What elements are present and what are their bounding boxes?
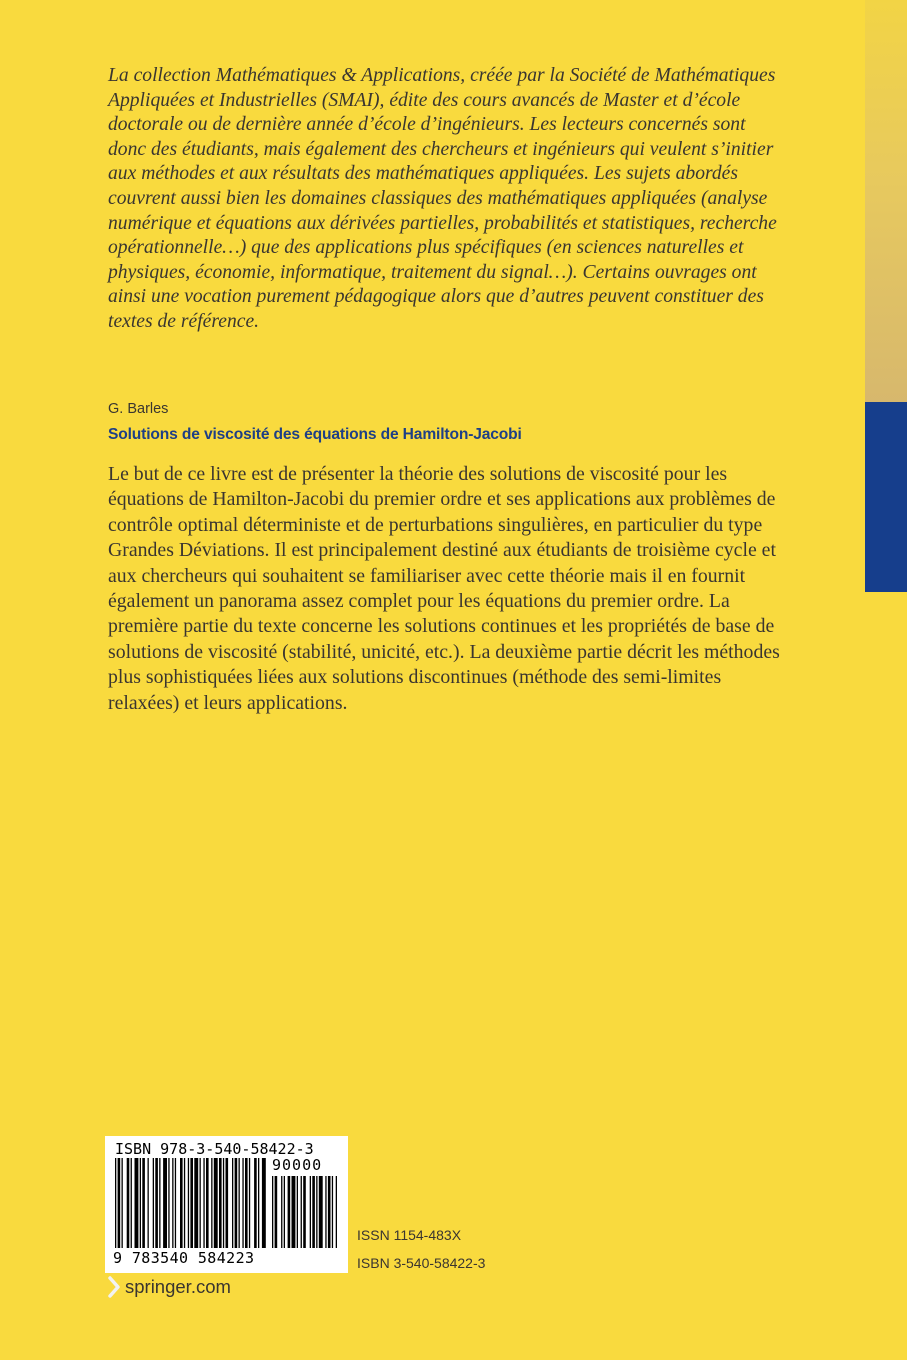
barcode-addon-digits: 90000 [272,1156,323,1174]
spine-edge-strip [865,0,907,402]
barcode-bar [262,1158,266,1248]
barcode-bar [200,1158,201,1248]
publisher-website: springer.com [125,1276,231,1297]
book-title: Solutions de viscosité des équations de Hamilton-Jacobi [108,426,522,443]
barcode-bar [211,1158,212,1248]
publisher-link[interactable] [107,1276,231,1298]
author-name: G. Barles [108,401,169,417]
barcode-addon-bar [312,1176,315,1248]
isbn-number: ISBN 3-540-58422-3 [357,1255,486,1271]
barcode-bar [254,1158,257,1248]
barcode-bar [245,1158,248,1248]
barcode-bar [242,1158,243,1248]
barcode-bar [155,1158,158,1248]
barcode-bar [122,1158,123,1248]
barcode-bar [223,1158,224,1248]
barcode-bar [127,1158,130,1248]
barcode-bar [219,1158,222,1248]
barcode-bar [159,1158,160,1248]
barcode-bar [118,1158,121,1248]
barcode-bar [180,1158,183,1248]
barcode-bar [258,1158,259,1248]
barcode-addon-bar [316,1176,317,1248]
barcode-addon-bar [292,1176,296,1248]
barcode-addon-bar [310,1176,311,1248]
barcode-bar [235,1158,238,1248]
barcode-addon-bar [319,1176,323,1248]
series-description: La collection Mathématiques & Applications, créée par la Société de Mathématiques Appliquées et Industrielles (SMAI), édite des cours avancés de Master et d’école doctorale ou de dernière année d’école d’ingénieurs. Les lecteurs concernés sont donc des étudiants, mais également des chercheurs et ingénieurs qui veulent s’initier aux méthodes et aux résultats des mathématiques appliquées. Les sujets abordés couvrent aussi bien les domaines classiques des mathématiques appliquées (analyse numérique et équations aux dérivées partielles, probabilités et statistiques, recherche opérationnelle…) que des applications plus spécifiques (en sciences naturelles et physiques, économie, informatique, traitement du signal…). Certains ouvrages ont ainsi une vocation purement pédagogique alors que d’autres peuvent constituer des textes de référence. [108,65,777,332]
barcode-addon-bar [297,1176,298,1248]
barcode-bar [135,1158,139,1248]
issn-number: ISSN 1154-483X [357,1227,462,1243]
barcode-bar [115,1158,116,1248]
barcode-bar [140,1158,141,1248]
barcode-bar [249,1158,250,1248]
chevron-right-icon [107,1276,121,1298]
barcode-addon-bar [281,1176,282,1248]
barcode-addon-bar [303,1176,306,1248]
barcode-bar [190,1158,193,1248]
barcode-addon-bar [328,1176,331,1248]
barcode-isbn-label: ISBN 978-3-540-58422-3 [115,1140,314,1158]
barcode-bar [194,1158,198,1248]
barcode-bar [153,1158,154,1248]
barcode-addon-bar [336,1176,337,1248]
barcode-addon-bar [301,1176,302,1248]
barcode-addon-bar [288,1176,291,1248]
barcode-addon-bar [325,1176,326,1248]
barcode-addon-bar [275,1176,278,1248]
barcode-addon-bar [272,1176,273,1248]
barcode-bar [175,1158,176,1248]
barcode-bar [168,1158,169,1248]
barcode-bar [148,1158,149,1248]
barcode-addon-bar [284,1176,285,1248]
barcode-bar [172,1158,173,1248]
barcode-bar [163,1158,167,1248]
barcode-bar [203,1158,204,1248]
book-description: Le but de ce livre est de présenter la théorie des solutions de viscosité pour les équations de Hamilton-Jacobi du premier ordre et ses applications aux problèmes de contrôle optimal déterministe et de perturbations singulières, en particulier du type Grandes Déviations. Il est principalement destiné aux étudiants de troisième cycle et aux chercheurs qui souhaitent se familiariser avec cette théorie mais il en fournit également un panorama assez complet pour les équations du premier ordre. La première partie du texte concerne les solutions continues et les propriétés de base de solutions de viscosité (stabilité, unicité, etc.). La deuxième partie décrit les méthodes plus sophistiquées liées aux solutions discontinues (méthode des semi-limites relaxées) et leurs applications. [108,463,780,714]
barcode-bar [206,1158,209,1248]
barcode-bar [188,1158,189,1248]
barcode-bar [232,1158,233,1248]
barcode-bar [142,1158,145,1248]
barcode-bar [226,1158,229,1248]
spine-blue-band [865,402,907,592]
barcode-panel [105,1136,348,1273]
barcode-bar [214,1158,218,1248]
barcode-addon-bar [332,1176,333,1248]
barcode-bar [239,1158,240,1248]
barcode-bar [184,1158,185,1248]
barcode-bar [131,1158,132,1248]
barcode-ean-digits: 9 783540 584223 [113,1249,255,1267]
